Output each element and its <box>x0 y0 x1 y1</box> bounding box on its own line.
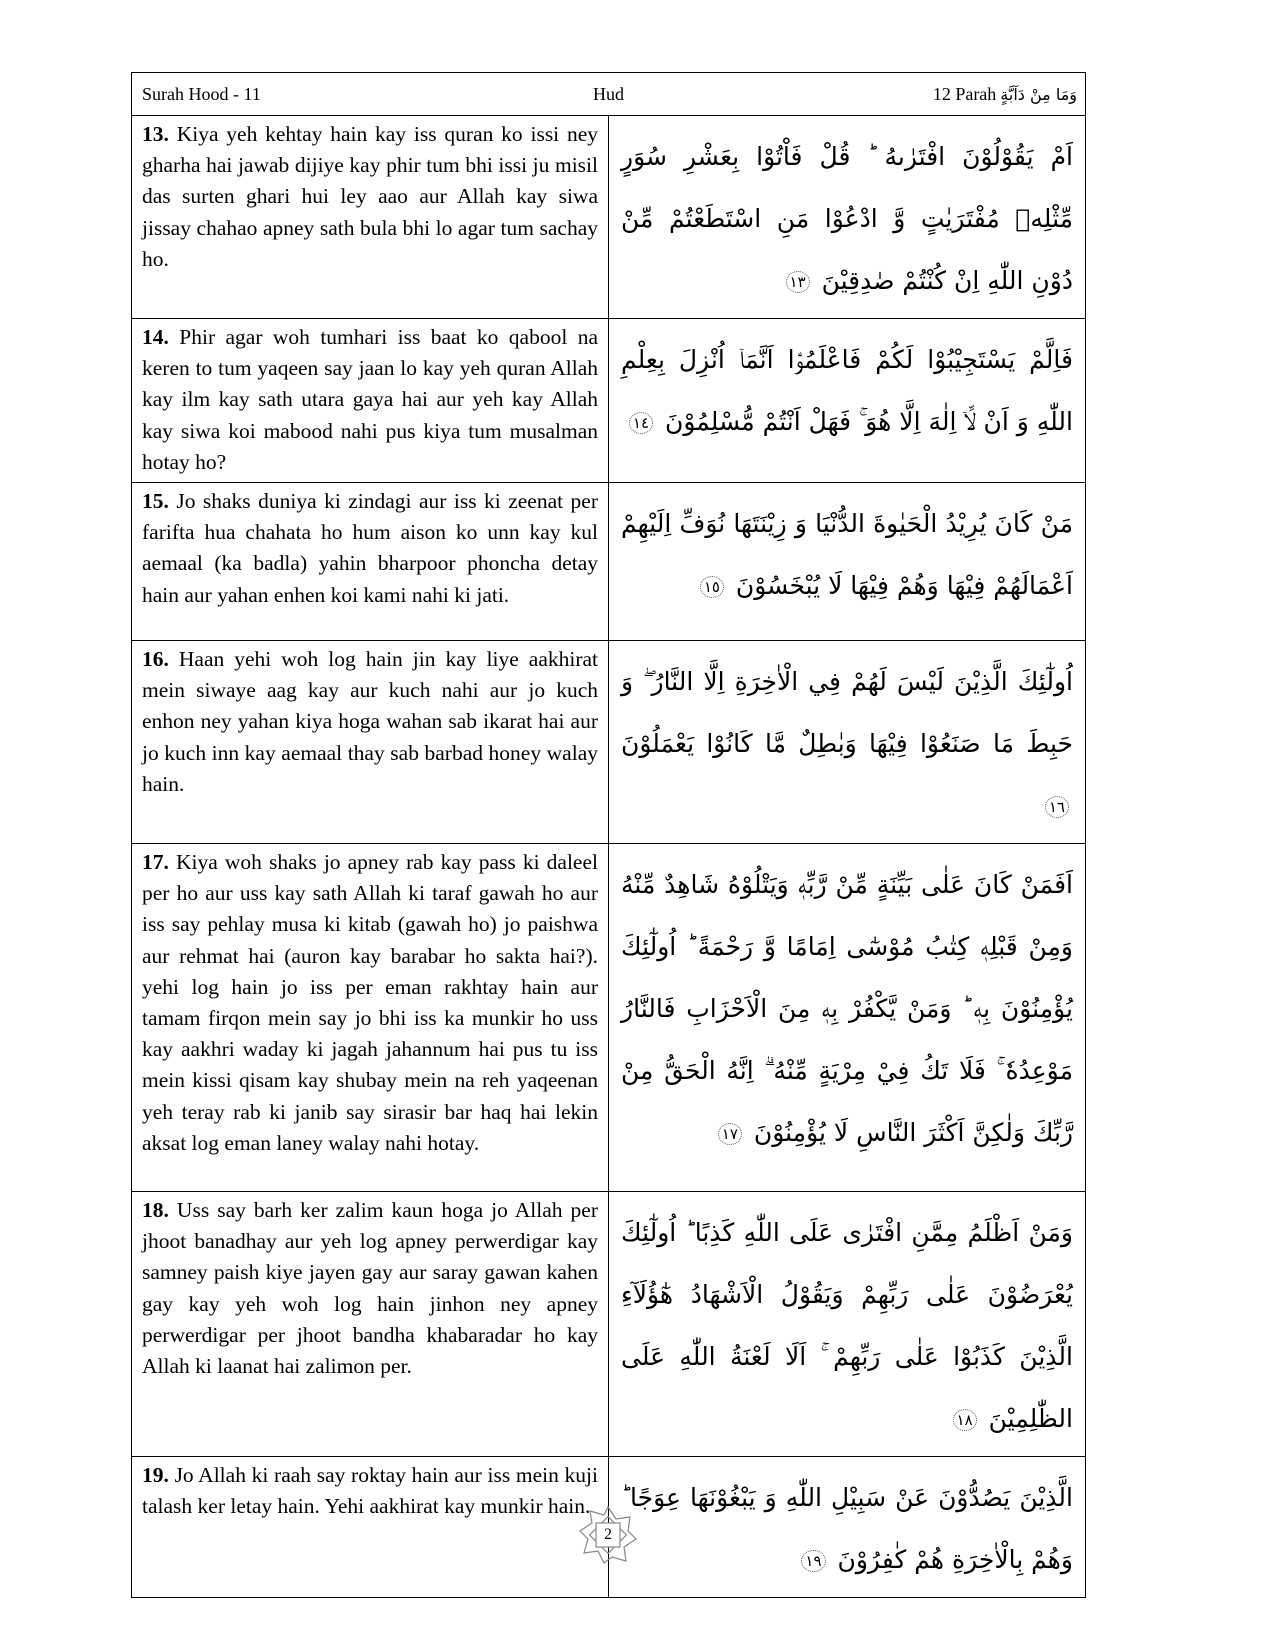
parah-arabic-title: وَمَا مِنْ دَآبَّةٍ <box>1000 84 1077 104</box>
verse-number: 13. <box>142 122 177 146</box>
ayah-end-marker-icon: ١٨ <box>953 1409 977 1431</box>
page-frame <box>131 72 1086 1598</box>
surah-name: Hud <box>593 83 624 104</box>
ayah-end-marker-icon: ١٧ <box>718 1123 742 1145</box>
verse-arabic: مَنْ كَانَ يُرِيْدُ الْحَيٰوةَ الدُّنْيَا وَ زِيْنَتَهَا نُوَفِّ اِلَيْهِمْ اَعْمَالَهُمْ فِيْهَا وَهُمْ فِيْهَا لَا يُبْخَسُوْنَ <box>621 509 1073 601</box>
surah-label: Surah Hood - 11 <box>142 83 261 104</box>
verse-row <box>132 1192 1085 1457</box>
verse-number: 18. <box>142 1198 177 1223</box>
verse-arabic: فَاِلَّمْ يَسْتَجِيْبُوْا لَكُمْ فَاعْلَمُوْۤا اَنَّمَاۤ اُنْزِلَ بِعِلْمِ اللّٰهِ وَ اَنْ لَّاۤ اِلٰهَ اِلَّا هُوَ ۚ فَهَلْ اَنْتُمْ مُّسْلِمُوْنَ <box>621 345 1073 436</box>
verse-arabic: الَّذِيْنَ يَصُدُّوْنَ عَنْ سَبِيْلِ اللّٰهِ وَ يَبْغُوْنَهَا عِوَجًا ؕ وَهُمْ بِالْاٰخِرَةِ هُمْ كٰفِرُوْنَ <box>621 1483 1073 1575</box>
translation-cell <box>132 116 609 318</box>
verse-arabic: اَفَمَنْ كَانَ عَلٰى بَيِّنَةٍ مِّنْ رَّبِّهٖ وَيَتْلُوْهُ شَاهِدٌ مِّنْهُ وَمِنْ قَبْلِهٖ كِتٰبُ مُوْسٰٓى اِمَامًا وَّ رَحْمَةً ؕ اُولٰٓئِكَ يُؤْمِنُوْنَ بِهٖ ؕ وَمَنْ يَّكْفُرْ بِهٖ مِنَ الْاَحْزَابِ فَالنَّارُ مَوْعِدُهٗ ۚ فَلَا تَكُ فِيْ مِرْيَةٍ مِّنْهُ ۗ اِنَّهُ الْحَقُّ مِنْ رَّبِّكَ وَلٰكِنَّ اَكْثَرَ النَّاسِ لَا يُؤْمِنُوْنَ <box>621 870 1073 1148</box>
parah-label-group <box>933 84 1077 105</box>
verse-table <box>132 116 1085 1597</box>
verse-translation: Kiya woh shaks jo apney rab kay pass ki daleel per ho aur uss kay sath Allah ki taraf gawah ho aur iss say pehlay musa ki kitab (gawah ho) jo paishwa aur rehmat hai (auron kay barabar ho sakta hai?). yehi log hain jo iss per eman rakhtay hain aur tamam firqon mein say jo bhi iss ka munkir ho uss kay aakhri waday ki jagah jahannum hai pus tu iss mein kissi qisam kay shubay mein na reh yaqeenan yeh teray rab ki janib say sirasir bar haq hai lekin aksat log eman laney walay nahi hotay. <box>142 850 598 1155</box>
verse-translation: Jo Allah ki raah say roktay hain aur iss mein kuji talash ker letay hain. Yehi aakhirat kay munkir hain. <box>142 1463 598 1519</box>
ayah-end-marker-icon: ١٩ <box>801 1550 825 1572</box>
translation-cell <box>132 1457 609 1597</box>
parah-label: 12 Parah <box>932 83 997 104</box>
verse-number: 14. <box>142 325 180 349</box>
ayah-end-marker-icon: ١٤ <box>629 412 653 434</box>
verse-row <box>132 319 1085 483</box>
ayah-end-marker-icon: ١٥ <box>700 576 724 598</box>
page-number: 2 <box>604 1526 612 1543</box>
verse-number: 15. <box>142 489 177 514</box>
verse-translation: Phir agar woh tumhari iss baat ko qabool na keren to tum yaqeen say jaan lo kay yeh quran Allah kay ilm kay sath utara gaya hai aur yeh kay Allah kay siwa koi mabood nahi pus kiya tum musalman hotay ho? <box>142 325 599 474</box>
arabic-cell <box>609 844 1085 1191</box>
arabic-cell <box>609 319 1085 482</box>
verse-number: 19. <box>142 1463 175 1488</box>
ayah-end-marker-icon: ١٣ <box>786 271 810 293</box>
translation-cell <box>132 1192 609 1456</box>
arabic-cell <box>609 1457 1085 1597</box>
verse-translation: Kiya yeh kehtay hain kay iss quran ko issi ney gharha hai jawab dijiye kay phir tum bhi issi ju misil das surten ghari hui ley aao aur Allah kay siwa jissay chahao apney sath bula bhi lo agar tum sachay ho. <box>142 122 599 271</box>
page-header <box>132 73 1085 116</box>
verse-row <box>132 116 1085 319</box>
translation-cell <box>132 641 609 843</box>
verse-arabic: وَمَنْ اَظْلَمُ مِمَّنِ افْتَرٰى عَلَى اللّٰهِ كَذِبًا ؕ اُولٰٓئِكَ يُعْرَضُوْنَ عَلٰى رَبِّهِمْ وَيَقُوْلُ الْاَشْهَادُ هٰٓؤُلَآءِ الَّذِيْنَ كَذَبُوْا عَلٰى رَبِّهِمْ ۚ اَلَا لَعْنَةُ اللّٰهِ عَلَى الظّٰلِمِيْنَ <box>621 1218 1073 1434</box>
verse-row <box>132 483 1085 641</box>
arabic-cell <box>609 1192 1085 1456</box>
verse-translation: Haan yehi woh log hain jin kay liye aakhirat mein siwaye aag kay aur kuch nahi aur jo kuch enhon ney yahan kiya hoga wahan sab ikarat hai aur jo kuch inn kay aemaal thay sab barbad honey walay hain. <box>142 647 599 796</box>
page-number-ornament <box>578 1505 638 1565</box>
verse-number: 16. <box>142 647 179 672</box>
verse-row <box>132 844 1085 1192</box>
arabic-cell <box>609 116 1085 318</box>
translation-cell <box>132 844 609 1191</box>
arabic-cell <box>609 641 1085 843</box>
verse-number: 17. <box>142 850 176 875</box>
verse-arabic: اَمْ يَقُوْلُوْنَ افْتَرٰىهُ ؕ قُلْ فَاْتُوْا بِعَشْرِ سُوَرٍ مِّثْلِهٖ مُفْتَرَيٰتٍ وَّ ادْعُوْا مَنِ اسْتَطَعْتُمْ مِّنْ دُوْنِ اللّٰهِ اِنْ كُنْتُمْ صٰدِقِيْنَ <box>621 142 1073 295</box>
translation-cell <box>132 319 609 482</box>
translation-cell <box>132 483 609 640</box>
arabic-cell <box>609 483 1085 640</box>
verse-translation: Uss say barh ker zalim kaun hoga jo Allah per jhoot banadhay aur yeh log apney perwerdigar kay samney paish kiye jayen gay aur saray gawan kahen gay kay yeh woh log hain jinhon ney apney perwerdigar per jhoot bandha khabaradar ho kay Allah ki laanat hai zalimon per. <box>142 1198 599 1379</box>
verse-row <box>132 641 1085 844</box>
verse-translation: Jo shaks duniya ki zindagi aur iss ki zeenat per farifta hua chahata ho hum aison ko unn kay kul aemaal (ka badla) yahin bharpoor phoncha detay hain aur yahan enhen koi kami nahi ki jati. <box>142 489 598 607</box>
ayah-end-marker-icon: ١٦ <box>1045 796 1069 818</box>
verse-arabic: اُولٰٓئِكَ الَّذِيْنَ لَيْسَ لَهُمْ فِي الْاٰخِرَةِ اِلَّا النَّارُ ۖ وَ حَبِطَ مَا صَنَعُوْا فِيْهَا وَبٰطِلٌ مَّا كَانُوْا يَعْمَلُوْنَ <box>621 667 1073 759</box>
